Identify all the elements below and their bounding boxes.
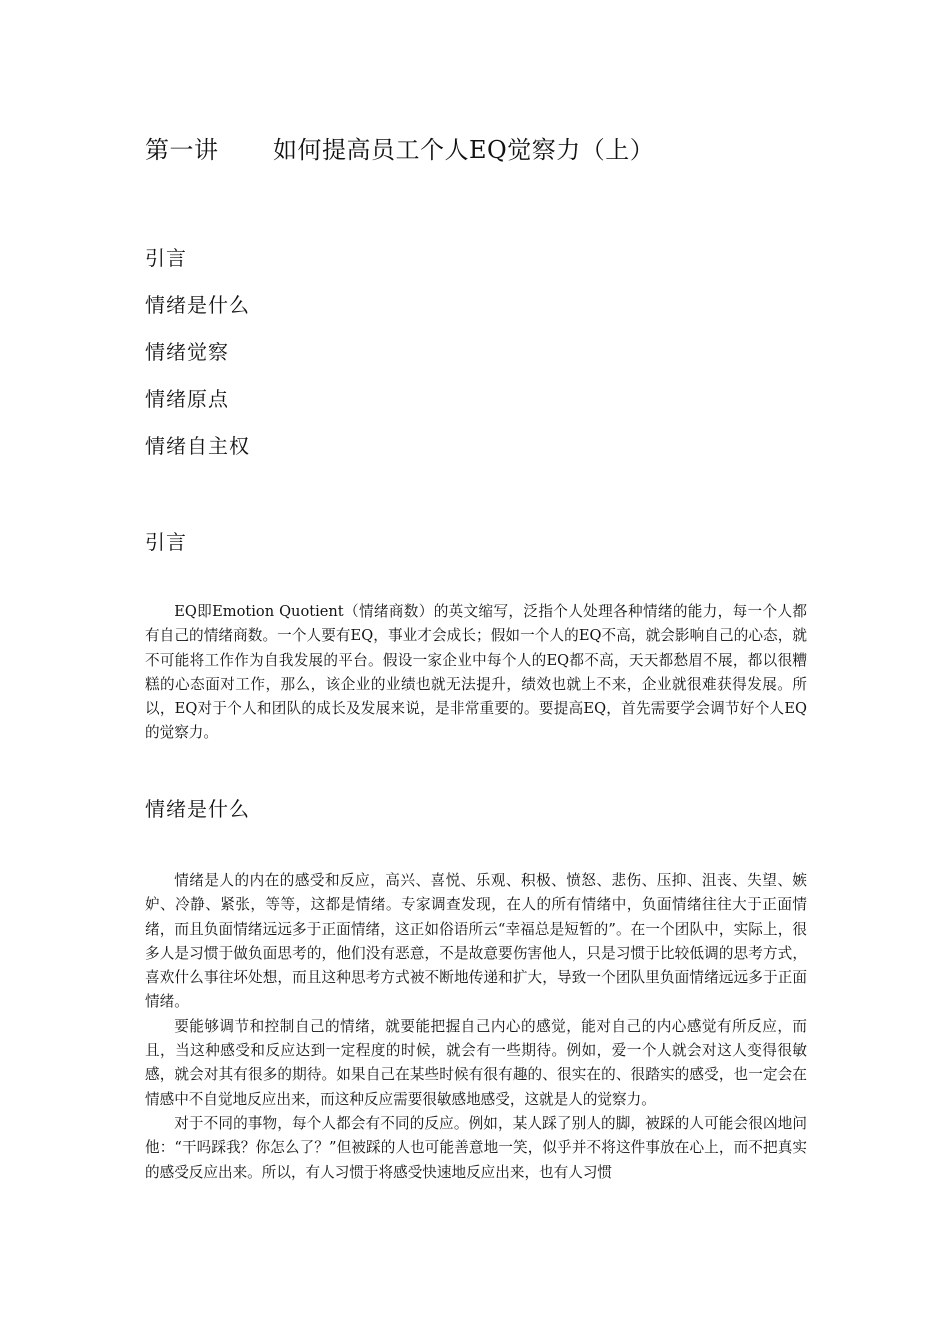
lecture-title: 如何提高员工个人EQ觉察力（上） (273, 136, 655, 164)
page-title (145, 133, 654, 167)
toc-item-emotion-awareness: 情绪觉察 (145, 340, 229, 364)
section-heading-intro: 引言 (145, 530, 187, 554)
paragraph: 要能够调节和控制自己的情绪，就要能把握自己内心的感觉，能对自己的内心感觉有所反应，而且，当这种感受和反应达到一定程度的时候，就会有一些期待。例如，爱一个人就会对这人变得很敏感，就会对其有很多的期待。如果自己在某些时候有很有趣的、很实在的、很踏实的感受，也一定会在情感中不自觉地反应出来，而这种反应需要很敏感地感受，这就是人的觉察力。 (145, 1017, 807, 1108)
section-body-intro (145, 600, 807, 746)
toc-item-emotion-autonomy: 情绪自主权 (145, 434, 250, 458)
toc-item-intro: 引言 (145, 246, 187, 270)
toc-item-what-is-emotion: 情绪是什么 (145, 293, 250, 317)
section-heading-what-is-emotion: 情绪是什么 (145, 797, 250, 821)
paragraph: EQ即Emotion Quotient（情绪商数）的英文缩写，泛指个人处理各种情绪的能力，每一个人都有自己的情绪商数。一个人要有EQ，事业才会成长；假如一个人的EQ不高，就会影响自己的心态，就不可能将工作作为自我发展的平台。假设一家企业中每个人的EQ都不高，天天都愁眉不展，都以很糟糕的心态面对工作，那么，该企业的业绩也就无法提升，绩效也就上不来，企业就很难获得发展。所以，EQ对于个人和团队的成长及发展来说，是非常重要的。要提高EQ，首先需要学会调节好个人EQ的觉察力。 (145, 603, 807, 742)
table-of-contents (145, 242, 250, 477)
paragraph: 情绪是人的内在的感受和反应，高兴、喜悦、乐观、积极、愤怒、悲伤、压抑、沮丧、失望、嫉妒、冷静、紧张，等等，这都是情绪。专家调查发现，在人的所有情绪中，负面情绪往往大于正面情绪，而且负面情绪远远多于正面情绪，这正如俗语所云“幸福总是短暂的”。在一个团队中，实际上，很多人是习惯于做负面思考的，他们没有恶意，不是故意要伤害他人，只是习惯于比较低调的思考方式，喜欢什么事往坏处想，而且这种思考方式被不断地传递和扩大，导致一个团队里负面情绪远远多于正面情绪。 (145, 872, 807, 1011)
lecture-number: 第一讲 (145, 136, 219, 164)
paragraph: 对于不同的事物，每个人都会有不同的反应。例如，某人踩了别人的脚，被踩的人可能会很凶地问他：“干吗踩我？你怎么了？”但被踩的人也可能善意地一笑，似乎并不将这件事放在心上，而不把真实的感受反应出来。所以，有人习惯于将感受快速地反应出来，也有人习惯 (145, 1114, 807, 1181)
toc-item-emotion-origin: 情绪原点 (145, 387, 229, 411)
section-body-what-is-emotion (145, 869, 807, 1185)
